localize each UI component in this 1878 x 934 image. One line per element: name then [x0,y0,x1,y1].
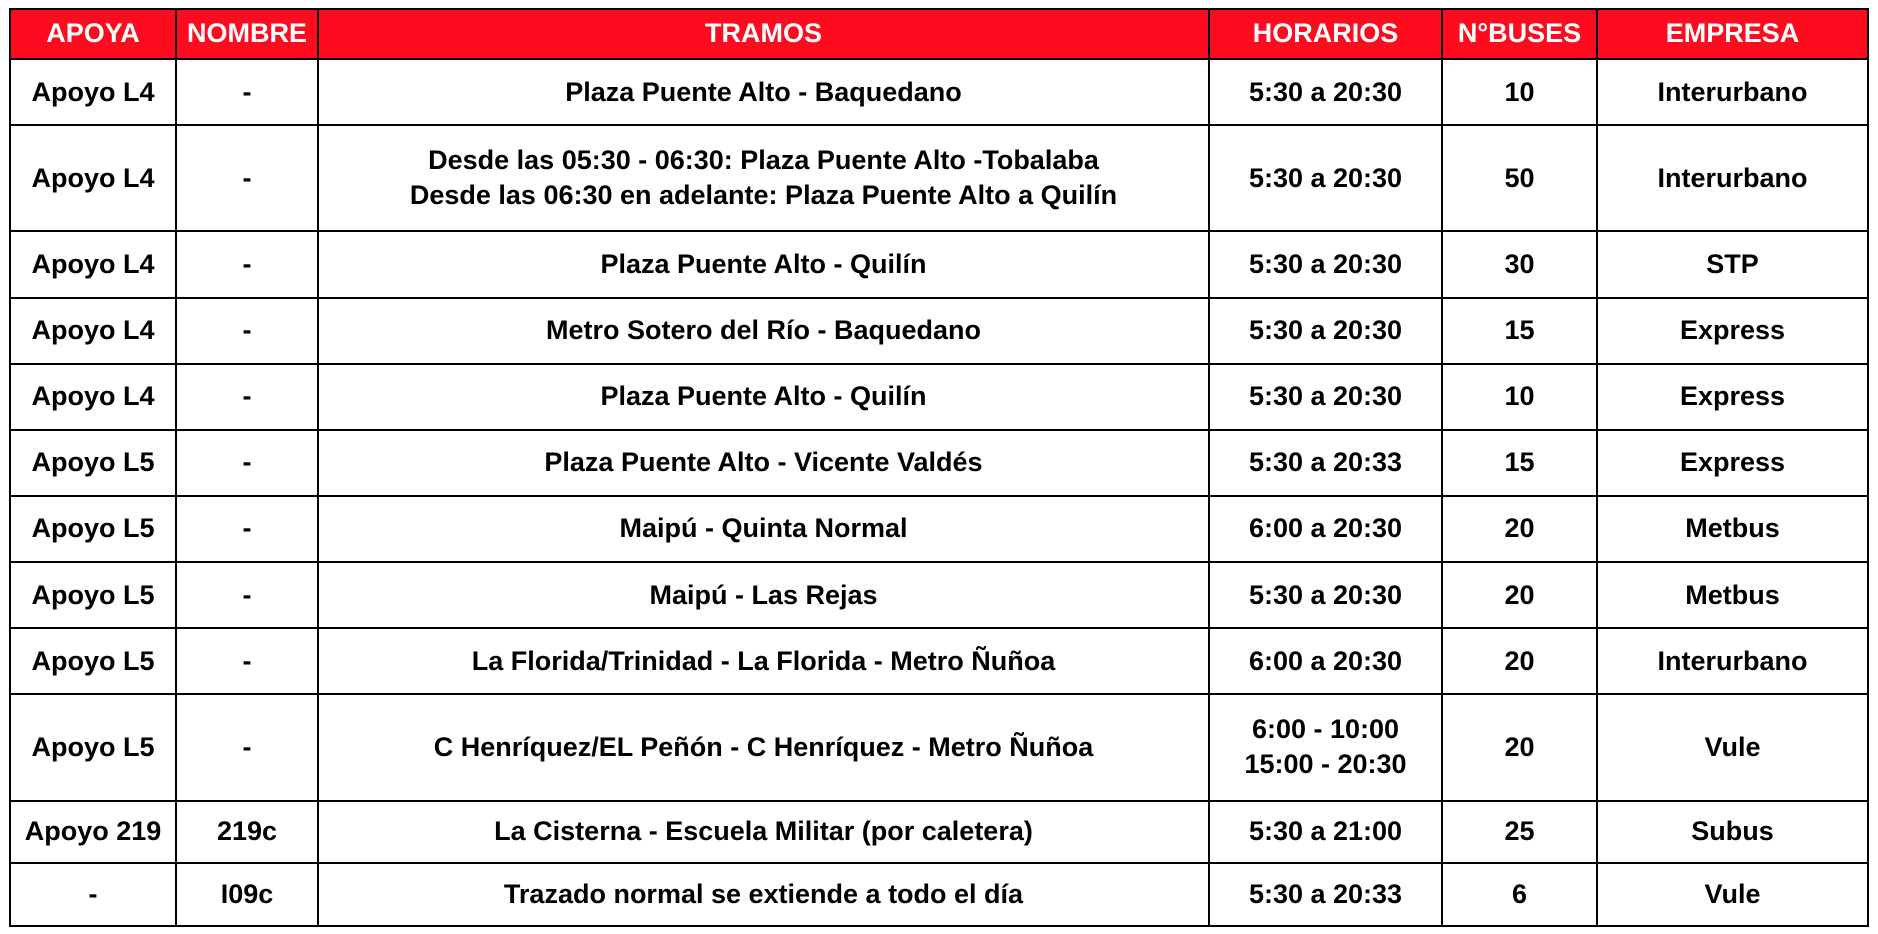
cell-apoya: Apoyo L4 [10,364,176,430]
bus-support-table [9,8,1869,927]
cell-nombre: - [176,496,318,562]
cell-tramos: La Florida/Trinidad - La Florida - Metro Ñuñoa [318,628,1209,694]
cell-buses: 6 [1442,863,1597,926]
header-apoya: APOYA [10,9,176,59]
table-row [10,125,1868,231]
cell-nombre: - [176,430,318,496]
cell-empresa: Vule [1597,863,1868,926]
cell-nombre: - [176,298,318,364]
cell-horarios: 5:30 a 20:30 [1209,298,1442,364]
cell-apoya: Apoyo L5 [10,694,176,800]
table-row [10,628,1868,694]
cell-tramos: Plaza Puente Alto - Quilín [318,364,1209,430]
cell-horarios: 5:30 a 20:33 [1209,863,1442,926]
cell-horarios: 6:00 a 20:30 [1209,496,1442,562]
cell-empresa: Interurbano [1597,59,1868,125]
cell-horarios-line-2: 15:00 - 20:30 [1244,749,1407,780]
cell-buses: 20 [1442,694,1597,800]
cell-horarios: 6:00 a 20:30 [1209,628,1442,694]
cell-horarios: 5:30 a 20:30 [1209,125,1442,231]
cell-buses: 50 [1442,125,1597,231]
table-row [10,496,1868,562]
cell-nombre: - [176,694,318,800]
table-row [10,863,1868,926]
table-row [10,231,1868,297]
table-row [10,430,1868,496]
cell-tramos: Maipú - Las Rejas [318,562,1209,628]
cell-nombre: 219c [176,801,318,863]
cell-tramos: Trazado normal se extiende a todo el día [318,863,1209,926]
table-row [10,801,1868,863]
cell-nombre: - [176,364,318,430]
cell-empresa: Express [1597,430,1868,496]
table-row [10,298,1868,364]
cell-buses: 20 [1442,628,1597,694]
cell-tramos-line-1: Desde las 05:30 - 06:30: Plaza Puente Alto -Tobalaba [428,145,1099,176]
cell-buses: 30 [1442,231,1597,297]
table-row [10,364,1868,430]
cell-nombre: - [176,59,318,125]
header-buses: N°BUSES [1442,9,1597,59]
cell-apoya: Apoyo L5 [10,562,176,628]
header-tramos: TRAMOS [318,9,1209,59]
cell-buses: 20 [1442,496,1597,562]
cell-tramos: Plaza Puente Alto - Vicente Valdés [318,430,1209,496]
cell-apoya: Apoyo L5 [10,430,176,496]
cell-nombre: - [176,628,318,694]
cell-tramos: Maipú - Quinta Normal [318,496,1209,562]
cell-horarios: 5:30 a 20:30 [1209,59,1442,125]
cell-horarios: 5:30 a 20:30 [1209,562,1442,628]
cell-apoya: Apoyo L5 [10,628,176,694]
cell-empresa: Express [1597,364,1868,430]
cell-nombre: I09c [176,863,318,926]
cell-empresa: Interurbano [1597,125,1868,231]
table-row [10,59,1868,125]
cell-tramos: C Henríquez/EL Peñón - C Henríquez - Metro Ñuñoa [318,694,1209,800]
cell-tramos: Metro Sotero del Río - Baquedano [318,298,1209,364]
cell-buses: 20 [1442,562,1597,628]
header-row [10,9,1868,59]
cell-empresa: Express [1597,298,1868,364]
cell-buses: 10 [1442,59,1597,125]
cell-horarios: 5:30 a 21:00 [1209,801,1442,863]
header-horarios: HORARIOS [1209,9,1442,59]
cell-buses: 10 [1442,364,1597,430]
cell-apoya: Apoyo L5 [10,496,176,562]
header-empresa: EMPRESA [1597,9,1868,59]
cell-apoya: Apoyo L4 [10,59,176,125]
cell-buses: 15 [1442,430,1597,496]
cell-empresa: Metbus [1597,562,1868,628]
cell-apoya: Apoyo L4 [10,231,176,297]
cell-buses: 15 [1442,298,1597,364]
cell-apoya: Apoyo L4 [10,125,176,231]
table-row [10,694,1868,800]
cell-nombre: - [176,562,318,628]
cell-apoya: - [10,863,176,926]
table-row [10,562,1868,628]
header-nombre: NOMBRE [176,9,318,59]
cell-buses: 25 [1442,801,1597,863]
cell-horarios-line-1: 6:00 - 10:00 [1251,714,1400,745]
cell-apoya: Apoyo 219 [10,801,176,863]
cell-empresa: Subus [1597,801,1868,863]
cell-tramos: La Cisterna - Escuela Militar (por caletera) [318,801,1209,863]
cell-tramos-line-2: Desde las 06:30 en adelante: Plaza Puente Alto a Quilín [409,180,1118,211]
cell-empresa: Metbus [1597,496,1868,562]
cell-empresa: Vule [1597,694,1868,800]
cell-tramos: Plaza Puente Alto - Quilín [318,231,1209,297]
cell-empresa: Interurbano [1597,628,1868,694]
cell-horarios: 5:30 a 20:30 [1209,364,1442,430]
cell-horarios [1209,694,1442,800]
cell-empresa: STP [1597,231,1868,297]
cell-nombre: - [176,125,318,231]
cell-horarios: 5:30 a 20:33 [1209,430,1442,496]
cell-tramos [318,125,1209,231]
cell-horarios: 5:30 a 20:30 [1209,231,1442,297]
cell-tramos: Plaza Puente Alto - Baquedano [318,59,1209,125]
cell-nombre: - [176,231,318,297]
cell-apoya: Apoyo L4 [10,298,176,364]
